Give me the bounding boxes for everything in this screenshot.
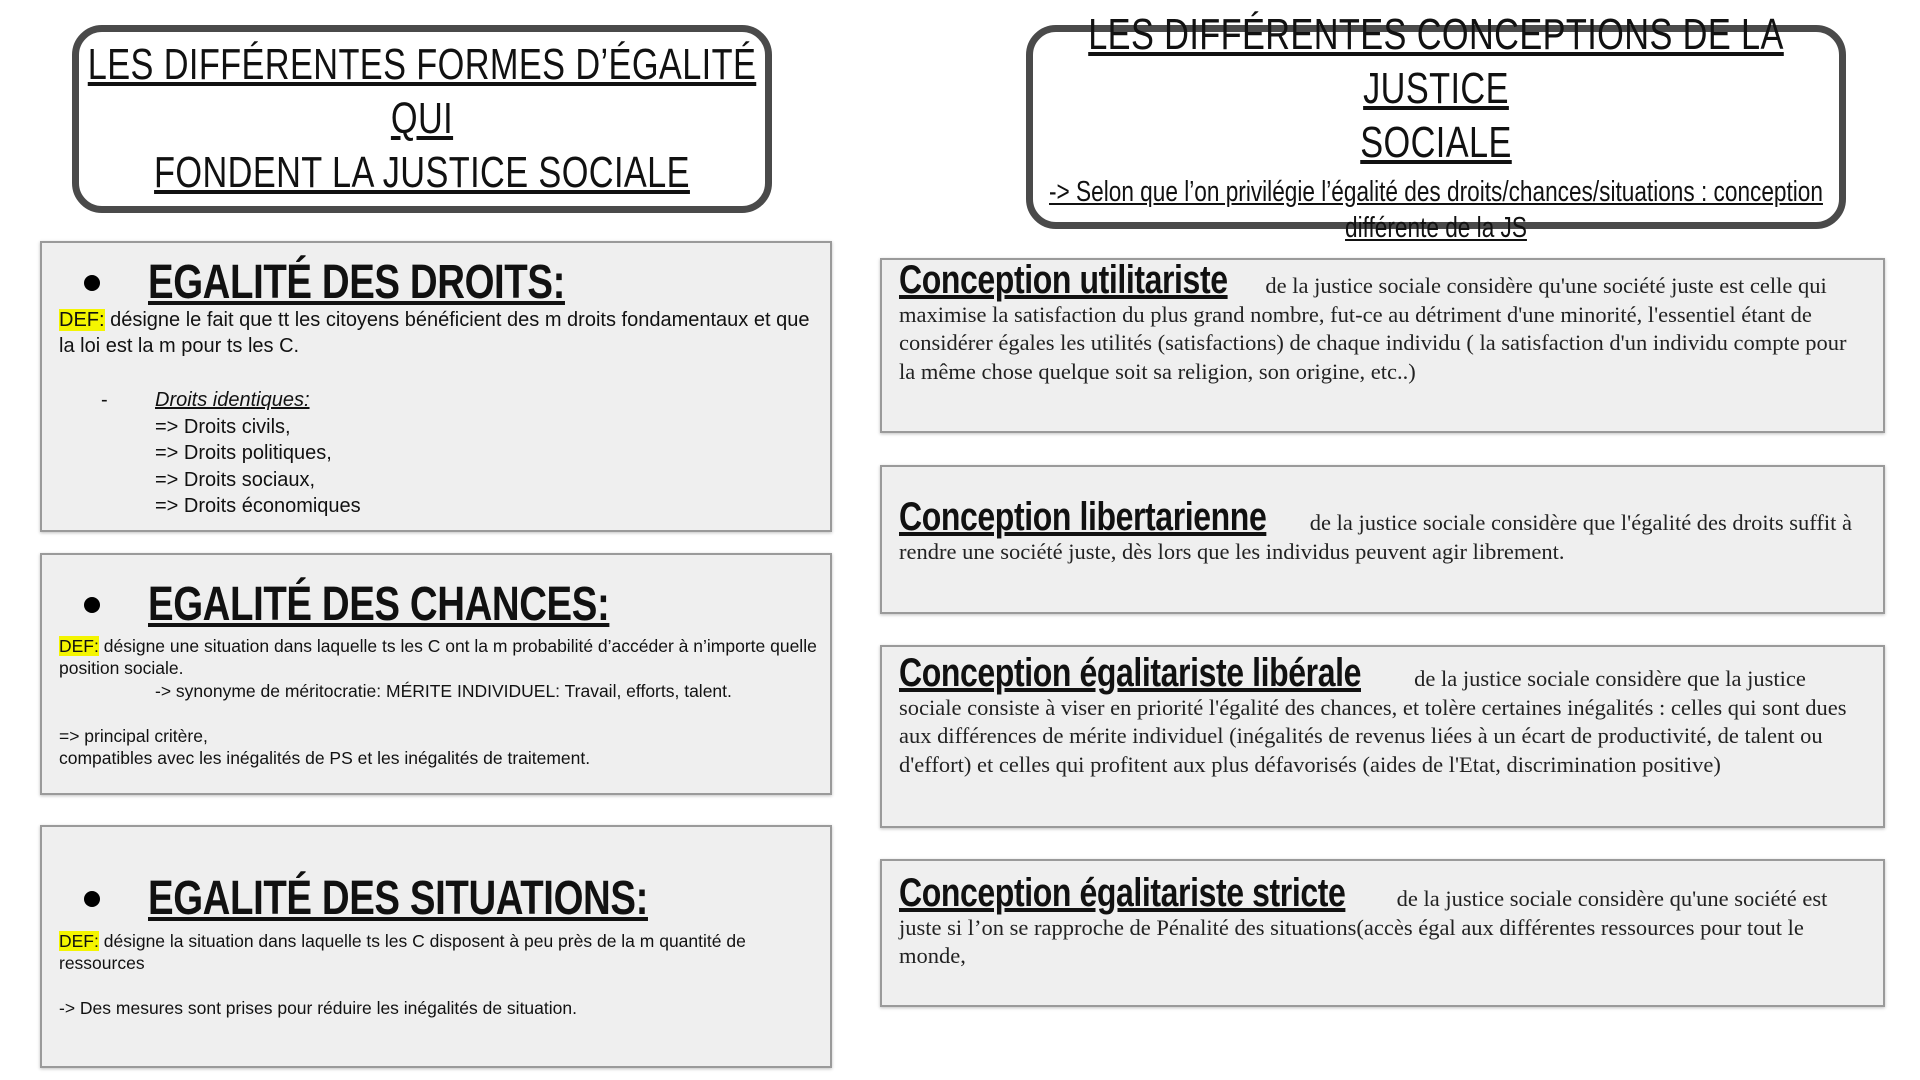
heading-egalite-droits: EGALITÉ DES DROITS:	[148, 256, 565, 309]
droits-list	[155, 387, 361, 520]
heading-egalite-situations: EGALITÉ DES SITUATIONS:	[148, 872, 648, 925]
list-item: => Droits politiques,	[155, 442, 332, 464]
card-conception-egalitariste-liberale	[880, 645, 1885, 828]
right-title-subtitle	[1038, 174, 1834, 246]
conception-name: Conception utilitariste	[899, 258, 1228, 302]
right-title-line1: LES DIFFÉRENTES CONCEPTIONS DE LA JUSTICE	[1088, 10, 1784, 113]
def-label-highlight: DEF:	[59, 931, 99, 951]
card-egalite-situations	[40, 825, 832, 1068]
right-title-sub2: différente de la JS	[1345, 212, 1527, 244]
def-droits-text: désigne le fait que tt les citoyens bénéficient des m droits fondamentaux et que la loi est la m pour ts les C.	[59, 309, 810, 357]
left-title-box	[72, 25, 772, 213]
def-droits	[59, 307, 819, 359]
conception-text: de la justice sociale considère qu'une société est juste si l’on se rapproche de Pénalité des situations(accès égal aux différentes ressources pour tout le monde,	[899, 886, 1828, 968]
conception-name: Conception égalitariste stricte	[899, 871, 1346, 915]
conception-text: de la justice sociale considère que la justice sociale consiste à viser en priorité l'égalité des chances, et tolère certaines inégalités : celles qui sont dues aux différences de mérite individuel (inégalités de revenus liées à un écart de productivité, de talent ou d'effort) et celles qui profitent aux plus défavorisés (aides de l'Etat, discrimination positive)	[899, 666, 1847, 777]
bullet-icon	[84, 597, 100, 613]
card-head-situations	[84, 871, 773, 926]
def-situations-text: désigne la situation dans laquelle ts les C disposent à peu près de la m quantité de ressources	[59, 931, 746, 973]
conception-name: Conception libertarienne	[899, 495, 1267, 539]
bullet-icon	[84, 275, 100, 291]
right-title-sub1: -> Selon que l’on privilégie l’égalité des droits/chances/situations : conception	[1049, 176, 1823, 208]
def-situations	[59, 930, 819, 974]
heading-egalite-chances: EGALITÉ DES CHANCES:	[148, 578, 610, 631]
list-item: => Droits économiques	[155, 495, 361, 517]
list-item: => Droits civils,	[155, 415, 291, 438]
conception-name: Conception égalitariste libérale	[899, 651, 1361, 695]
card-conception-utilitariste	[880, 258, 1885, 433]
compatibles-text: compatibles avec les inégalités de PS et les inégalités de traitement.	[59, 748, 591, 768]
list-item: => Droits sociaux,	[155, 468, 316, 491]
card-head-droits	[84, 255, 669, 310]
card-egalite-droits	[40, 241, 832, 532]
right-title-box	[1026, 10, 1846, 244]
card-egalite-chances	[40, 553, 832, 795]
mesures-text: -> Des mesures sont prises pour réduire les inégalités de situation.	[59, 998, 577, 1018]
left-title-line2: FONDENT LA JUSTICE SOCIALE	[154, 148, 690, 197]
def-chances	[59, 635, 819, 679]
def-label-highlight: DEF:	[59, 636, 99, 656]
left-title	[79, 38, 765, 200]
card-head-chances	[84, 577, 725, 632]
bullet-icon	[84, 891, 100, 907]
conception-text: de la justice sociale considère que l'égalité des droits suffit à rendre une société juste, dès lors que les individus peuvent agir librement.	[899, 510, 1853, 564]
droits-list-title: Droits identiques:	[155, 389, 310, 411]
critere-text: => principal critère,	[59, 726, 208, 746]
dash-bullet: -	[101, 389, 108, 411]
def-chances-text: désigne une situation dans laquelle ts les C ont la m probabilité d’accéder à n’importe quelle position sociale.	[59, 636, 817, 678]
right-title-line2: SOCIALE	[1360, 118, 1512, 167]
right-title	[1046, 8, 1826, 170]
synonyme-text: -> synonyme de méritocratie: MÉRITE INDIVIDUEL: Travail, efforts, talent.	[155, 681, 732, 701]
def-label-highlight: DEF:	[59, 309, 105, 331]
card-conception-libertarienne	[880, 465, 1885, 614]
conception-text: de la justice sociale considère qu'une société juste est celle qui maximise la satisfaction du plus grand nombre, fut-ce au détriment d'une minorité, l'essentiel étant de considérer égales les utilités (satisfactions) de chaque individu ( la satisfaction d'un individu compte pour la même chose quelque soit sa religion, son origine, etc..)	[899, 273, 1847, 384]
card-conception-egalitariste-stricte	[880, 859, 1885, 1007]
left-title-line1: LES DIFFÉRENTES FORMES D’ÉGALITÉ QUI	[87, 40, 757, 143]
